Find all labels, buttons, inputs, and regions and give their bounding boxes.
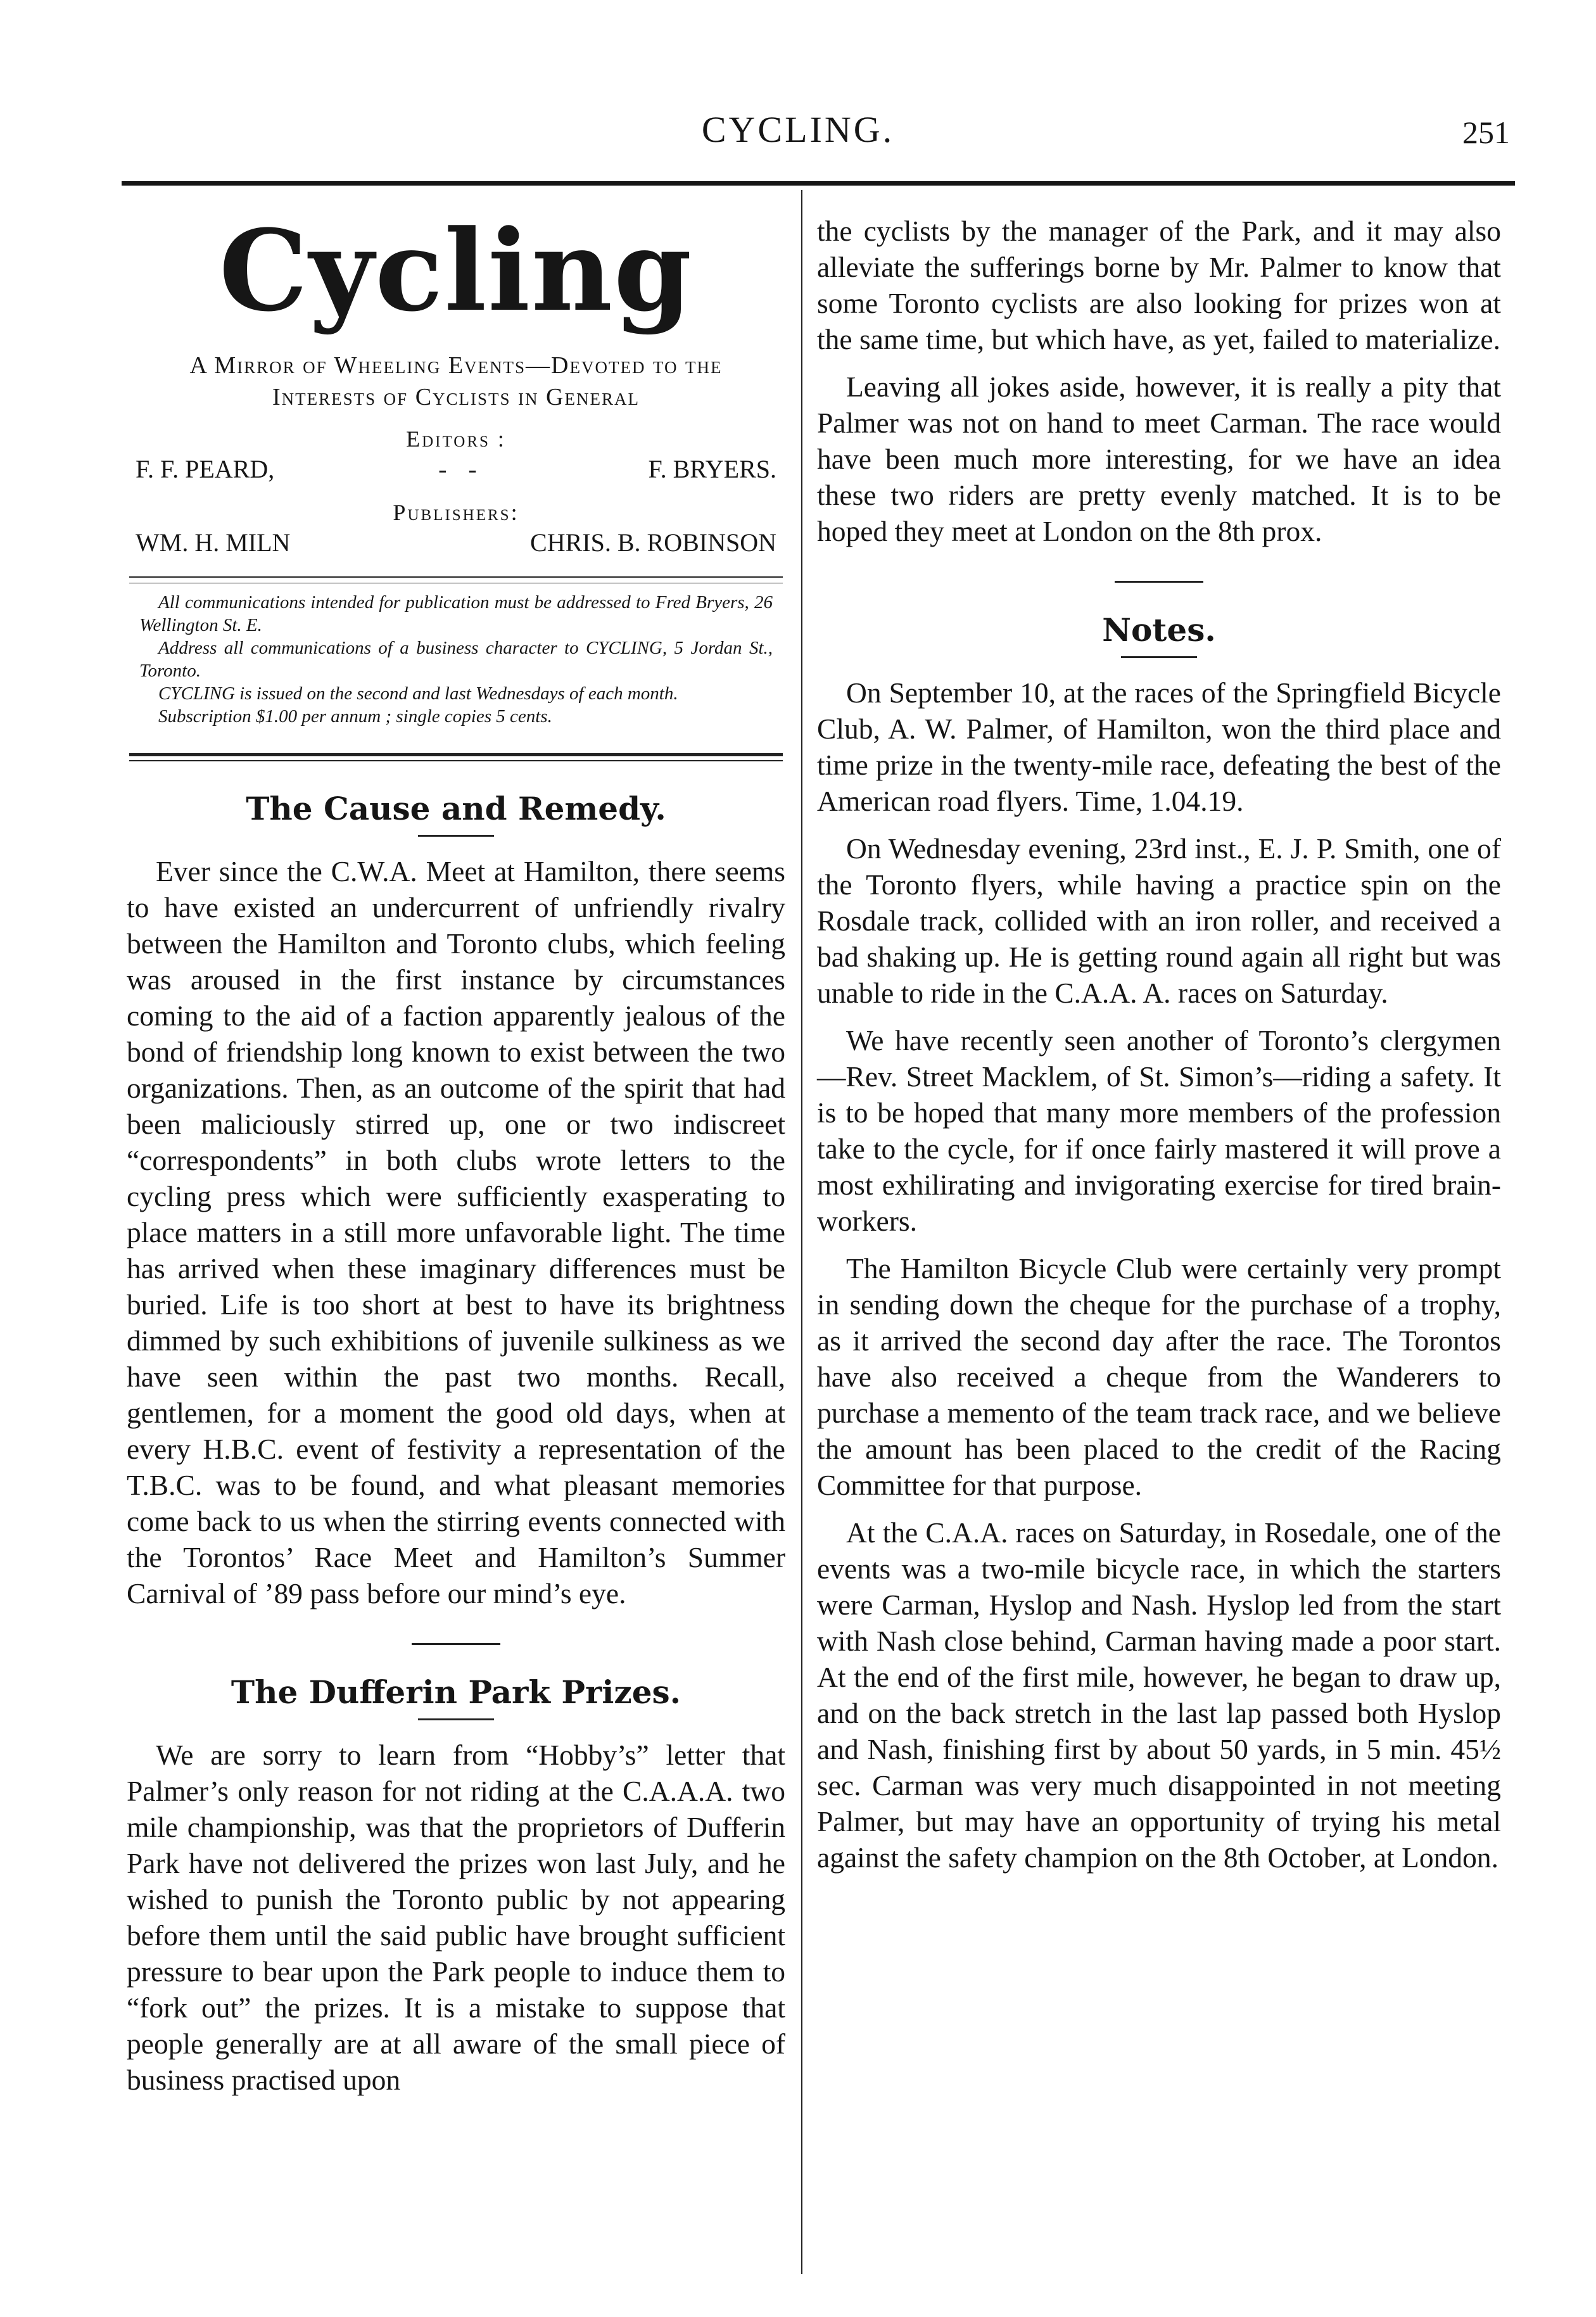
running-title: CYCLING. <box>701 109 895 150</box>
article-heading: The Cause and Remedy. <box>246 790 666 827</box>
right-column <box>817 196 1501 1887</box>
article-heading: Notes. <box>1102 611 1216 649</box>
publishers-label: Publishers: <box>393 500 519 525</box>
notice-line: CYCLING is issued on the second and last Wednesdays of each month. <box>158 683 678 704</box>
publication-notice <box>127 583 785 728</box>
header-rule <box>122 181 1515 186</box>
heading-rule <box>418 1718 494 1720</box>
notice-rule <box>129 760 783 761</box>
publisher-name: WM. H. MILN <box>136 528 291 557</box>
article-paragraph: On September 10, at the races of the Springfield Bicycle Club, A. W. Palmer, of Hamilton, won the third place and time prize in the twenty-mile race, defeating the best of the American road flyers. Time, 1.04.19. <box>817 676 1501 817</box>
notice-line: All communications intended for publication must be addressed to Fred Bryers, 26 Wellington St. E. <box>139 592 773 635</box>
masthead-tagline: A Mirror of Wheeling Events—Devoted to the Interests of Cyclists in General <box>189 352 723 410</box>
article-body-continued <box>817 213 1501 549</box>
column-divider <box>801 190 802 2274</box>
article-paragraph: The Hamilton Bicycle Club were certainly very prompt in sending down the cheque for the purchase of a trophy, as it arrived the second day after the race. The Torontos have also received a cheque from the Wanderers to purchase a memento of the team track race, and we believe the amount has been placed to the credit of the Racing Committee for that purpose. <box>817 1252 1501 1501</box>
section-divider <box>1115 581 1203 583</box>
heading-rule <box>418 835 494 837</box>
masthead <box>127 205 785 583</box>
section-divider <box>412 1643 500 1645</box>
editors-label: Editors : <box>406 426 506 452</box>
heading-rule <box>1121 656 1197 658</box>
masthead-title: Cycling <box>218 205 694 336</box>
publisher-name: CHRIS. B. ROBINSON <box>530 528 776 557</box>
article-body <box>127 853 785 1611</box>
article-body <box>817 675 1501 1876</box>
article-paragraph: On Wednesday evening, 23rd inst., E. J. P. Smith, one of the Toronto flyers, while having a practice spin on the Rosdale track, collided with an iron roller, and received a bad shaking up. He is getting round again all right but was unable to ride in the C.A.A. A. races on Saturday. <box>817 832 1501 1009</box>
notice-line: Subscription $1.00 per annum ; single copies 5 cents. <box>158 706 552 727</box>
article-paragraph: We have recently seen another of Toronto’s clergymen—Rev. Street Macklem, of St. Simon’s—riding a safety. It is to be hoped that many more members of the profession take to the cycle, for if once fairly mastered it will prove a most exhilirating and invigorating exercise for tired brain-workers. <box>817 1024 1501 1237</box>
article-paragraph: We are sorry to learn from “Hobby’s” letter that Palmer’s only reason for not riding at the C.A.A.A. two mile championship, was that the proprietors of Dufferin Park have not delivered the prizes won last July, and he wished to punish the Toronto public by not appearing before them until the said public have brought sufficient pressure to bear upon the Park people to induce them to “fork out” the prizes. It is a mistake to suppose that people generally are at all aware of the small piece of business practised upon <box>127 1739 785 2096</box>
article-paragraph: At the C.A.A. races on Saturday, in Rosedale, one of the events was a two-mile bicycle race, in which the starters were Carman, Hyslop and Nash. Hyslop led from the start with Nash close behind, Carman having made a poor start. At the end of the first mile, however, he began to draw up, and on the back stretch in the last lap passed both Hyslop and Nash, finishing first by about 50 yards, in 5 min. 45½ sec. Carman was very much disappointed in not meeting Palmer, but may have an opportunity of trying his metal against the safety champion on the 8th October, at London. <box>817 1516 1501 1874</box>
article-body <box>127 1737 785 2098</box>
editors-row <box>127 452 785 486</box>
publishers-row <box>127 526 785 560</box>
left-column <box>127 196 785 2109</box>
masthead-rule <box>129 576 783 578</box>
notice-rule <box>129 753 783 756</box>
page-number: 251 <box>1462 115 1510 150</box>
notice-line: Address all communications of a business character to CYCLING, 5 Jordan St., Toronto. <box>139 638 773 681</box>
editor-name: F. F. PEARD, <box>136 455 275 483</box>
article-paragraph: Ever since the C.W.A. Meet at Hamilton, there seems to have existed an undercurrent of unfriendly rivalry between the Hamilton and Toronto clubs, which feeling was aroused in the first instance by circumstances coming to the aid of a faction apparently jealous of the bond of friendship long known to exist between the two organizations. Then, as an outcome of the spirit that had been maliciously stirred up, one or two indiscreet “correspondents” in both clubs wrote letters to the cycling press which were sufficiently exasperating to place matters in a still more unfavorable light. The time has arrived when these imaginary differences must be buried. Life is too short at best to have its brightness dimmed by such exhibitions of juvenile sulkiness as we have seen within the past two months. Recall, gentlemen, for a moment the good old days, when at every H.B.C. event of festivity a representation of the T.B.C. was to be found, and what pleasant memories come back to us when the stirring events connected with the Torontos’ Race Meet and Hamilton’s Summer Carnival of ’89 pass before our mind’s eye. <box>127 855 785 1609</box>
article-paragraph: the cyclists by the manager of the Park, and it may also alleviate the sufferings borne by Mr. Palmer to know that some Toronto cyclists are also looking for prizes won at the same time, but which have, as yet, failed to materialize. <box>817 215 1501 355</box>
article-heading: The Dufferin Park Prizes. <box>231 1673 681 1711</box>
article-paragraph: Leaving all jokes aside, however, it is really a pity that Palmer was not on hand to meet Carman. The race would have been much more interesting, for we have an idea these two riders are pretty evenly matched. It is to be hoped they meet at London on the 8th prox. <box>817 371 1501 547</box>
editor-separator: - - <box>438 455 484 483</box>
editor-name: F. BRYERS. <box>648 455 776 483</box>
